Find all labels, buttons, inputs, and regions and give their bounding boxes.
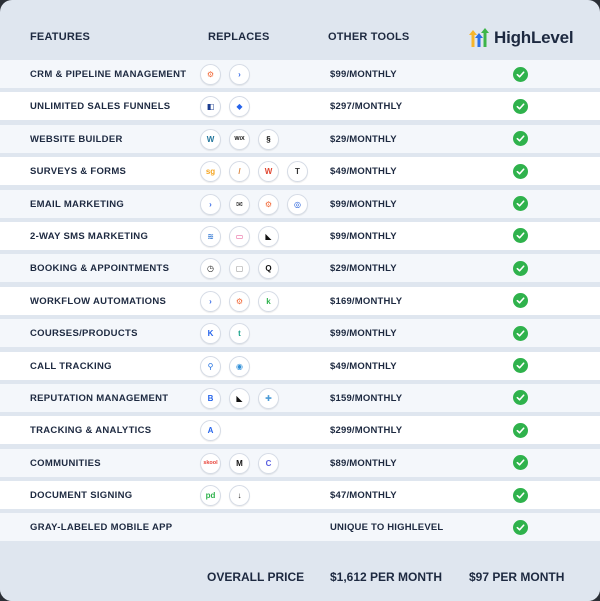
replaced-tools: [200, 129, 279, 150]
acuity-icon: Q: [258, 258, 279, 279]
activecampaign-icon: ›: [200, 291, 221, 312]
other-tools-price: $299/MONTHLY: [330, 425, 403, 437]
table-row: [0, 481, 600, 509]
replaced-tools: [200, 258, 279, 279]
clickfunnels-icon: ◧: [200, 96, 221, 117]
other-tools-column-header: OTHER TOOLS: [328, 31, 410, 43]
check-icon: [513, 488, 528, 503]
feature-label: COMMUNITIES: [30, 457, 101, 469]
highlevel-arrows-icon: [468, 27, 490, 49]
docusign-icon: ↓: [229, 485, 250, 506]
table-row: [0, 513, 600, 541]
replaced-tools: [200, 453, 279, 474]
stack-icon: ≋: [200, 226, 221, 247]
highlevel-brand-name: HighLevel: [494, 28, 574, 47]
feature-label: TRACKING & ANALYTICS: [30, 425, 152, 437]
feature-label: SURVEYS & FORMS: [30, 166, 127, 178]
feature-label: EMAIL MARKETING: [30, 198, 125, 210]
teachable-icon: t: [229, 323, 250, 344]
check-icon: [513, 455, 528, 470]
other-tools-price: $169/MONTHLY: [330, 295, 403, 307]
feature-label: WEBSITE BUILDER: [30, 133, 123, 145]
table-row: [0, 254, 600, 282]
activecampaign-icon: ›: [200, 194, 221, 215]
keap-icon: k: [258, 291, 279, 312]
check-icon: [513, 131, 528, 146]
podium-icon: ◣: [229, 388, 250, 409]
replaced-tools: [200, 291, 279, 312]
calltracking-icon: ◉: [229, 356, 250, 377]
feature-label: WORKFLOW AUTOMATIONS: [30, 295, 167, 307]
table-row: [0, 352, 600, 380]
hubspot-icon: ⚙: [258, 194, 279, 215]
table-row: [0, 60, 600, 88]
feature-label: CALL TRACKING: [30, 360, 112, 372]
check-icon: [513, 67, 528, 82]
replaced-tools: [200, 323, 250, 344]
other-tools-price: $49/MONTHLY: [330, 166, 397, 178]
circle-icon: C: [258, 453, 279, 474]
other-tools-price: $297/MONTHLY: [330, 101, 403, 113]
table-row: [0, 416, 600, 444]
feature-label: COURSES/PRODUCTS: [30, 328, 138, 340]
other-tools-price: $49/MONTHLY: [330, 360, 397, 372]
table-row: [0, 287, 600, 315]
replaced-tools: [200, 356, 250, 377]
table-row: [0, 222, 600, 250]
pandadoc-icon: pd: [200, 485, 221, 506]
check-icon: [513, 520, 528, 535]
layers-icon: ◆: [229, 96, 250, 117]
quill-icon: /: [229, 161, 250, 182]
features-column-header: FEATURES: [30, 31, 91, 43]
replaced-tools: [200, 388, 279, 409]
birdeye-icon: B: [200, 388, 221, 409]
table-row: [0, 92, 600, 120]
calendly-icon: ◷: [200, 258, 221, 279]
check-icon: [513, 196, 528, 211]
kajabi-icon: K: [200, 323, 221, 344]
feature-label: REPUTATION MANAGEMENT: [30, 392, 169, 404]
check-icon: [513, 261, 528, 276]
overall-price-label: OVERALL PRICE: [207, 570, 305, 584]
check-icon: [513, 358, 528, 373]
table-row: [0, 384, 600, 412]
replaced-tools: [200, 161, 308, 182]
sms-icon: ▭: [229, 226, 250, 247]
feature-label: CRM & PIPELINE MANAGEMENT: [30, 69, 187, 80]
callrail-icon: ⚲: [200, 356, 221, 377]
other-tools-price: $99/MONTHLY: [330, 328, 397, 340]
wordpress-icon: W: [200, 129, 221, 150]
check-icon: [513, 99, 528, 114]
feature-label: GRAY-LABELED MOBILE APP: [30, 522, 173, 534]
replaced-tools: [200, 96, 250, 117]
podium-icon: ◣: [258, 226, 279, 247]
mailchimp-icon: ✉: [229, 194, 250, 215]
table-row: [0, 190, 600, 218]
replaced-tools: [200, 194, 308, 215]
table-row: [0, 125, 600, 153]
hubspot-icon: ⚙: [229, 291, 250, 312]
analytics-icon: A: [200, 420, 221, 441]
feature-label: BOOKING & APPOINTMENTS: [30, 263, 170, 275]
table-row: [0, 157, 600, 185]
check-icon: [513, 390, 528, 405]
skool-icon: skool: [200, 453, 221, 474]
surveygizmo-icon: sg: [200, 161, 221, 182]
trustpilot-icon: ✚: [258, 388, 279, 409]
check-icon: [513, 228, 528, 243]
highlevel-logo: [468, 26, 573, 50]
comparison-rows: [0, 60, 600, 546]
replaced-tools: [200, 485, 250, 506]
constantcontact-icon: ◎: [287, 194, 308, 215]
check-icon: [513, 326, 528, 341]
feature-label: 2-WAY SMS MARKETING: [30, 230, 149, 242]
check-icon: [513, 423, 528, 438]
replaced-tools: [200, 64, 250, 85]
squarespace-icon: §: [258, 129, 279, 150]
replaced-tools: [200, 226, 279, 247]
check-icon: [513, 293, 528, 308]
mightynetworks-icon: M: [229, 453, 250, 474]
highlevel-total: $97 PER MONTH: [469, 570, 565, 584]
other-tools-price: $99/MONTHLY: [330, 69, 397, 80]
other-tools-price: $89/MONTHLY: [330, 457, 397, 469]
calendar-icon: ▢: [229, 258, 250, 279]
typeform-icon: T: [287, 161, 308, 182]
table-header: [0, 0, 600, 60]
other-tools-price: $99/MONTHLY: [330, 198, 397, 210]
replaces-column-header: REPLACES: [208, 31, 270, 43]
replaced-tools: [200, 420, 221, 441]
other-tools-price: $47/MONTHLY: [330, 490, 397, 502]
table-row: [0, 319, 600, 347]
other-tools-price: UNIQUE TO HIGHLEVEL: [330, 522, 444, 534]
other-tools-price: $159/MONTHLY: [330, 392, 403, 404]
other-tools-price: $29/MONTHLY: [330, 133, 397, 145]
other-tools-price: $99/MONTHLY: [330, 230, 397, 242]
hubspot-icon: ⚙: [200, 64, 221, 85]
feature-label: UNLIMITED SALES FUNNELS: [30, 101, 171, 113]
wufoo-icon: W: [258, 161, 279, 182]
feature-label: DOCUMENT SIGNING: [30, 490, 133, 502]
check-icon: [513, 164, 528, 179]
table-row: [0, 449, 600, 477]
other-tools-total: $1,612 PER MONTH: [330, 570, 443, 584]
other-tools-price: $29/MONTHLY: [330, 263, 397, 275]
wix-icon: WiX: [229, 129, 250, 150]
table-footer: [0, 548, 600, 601]
activecampaign-icon: ›: [229, 64, 250, 85]
